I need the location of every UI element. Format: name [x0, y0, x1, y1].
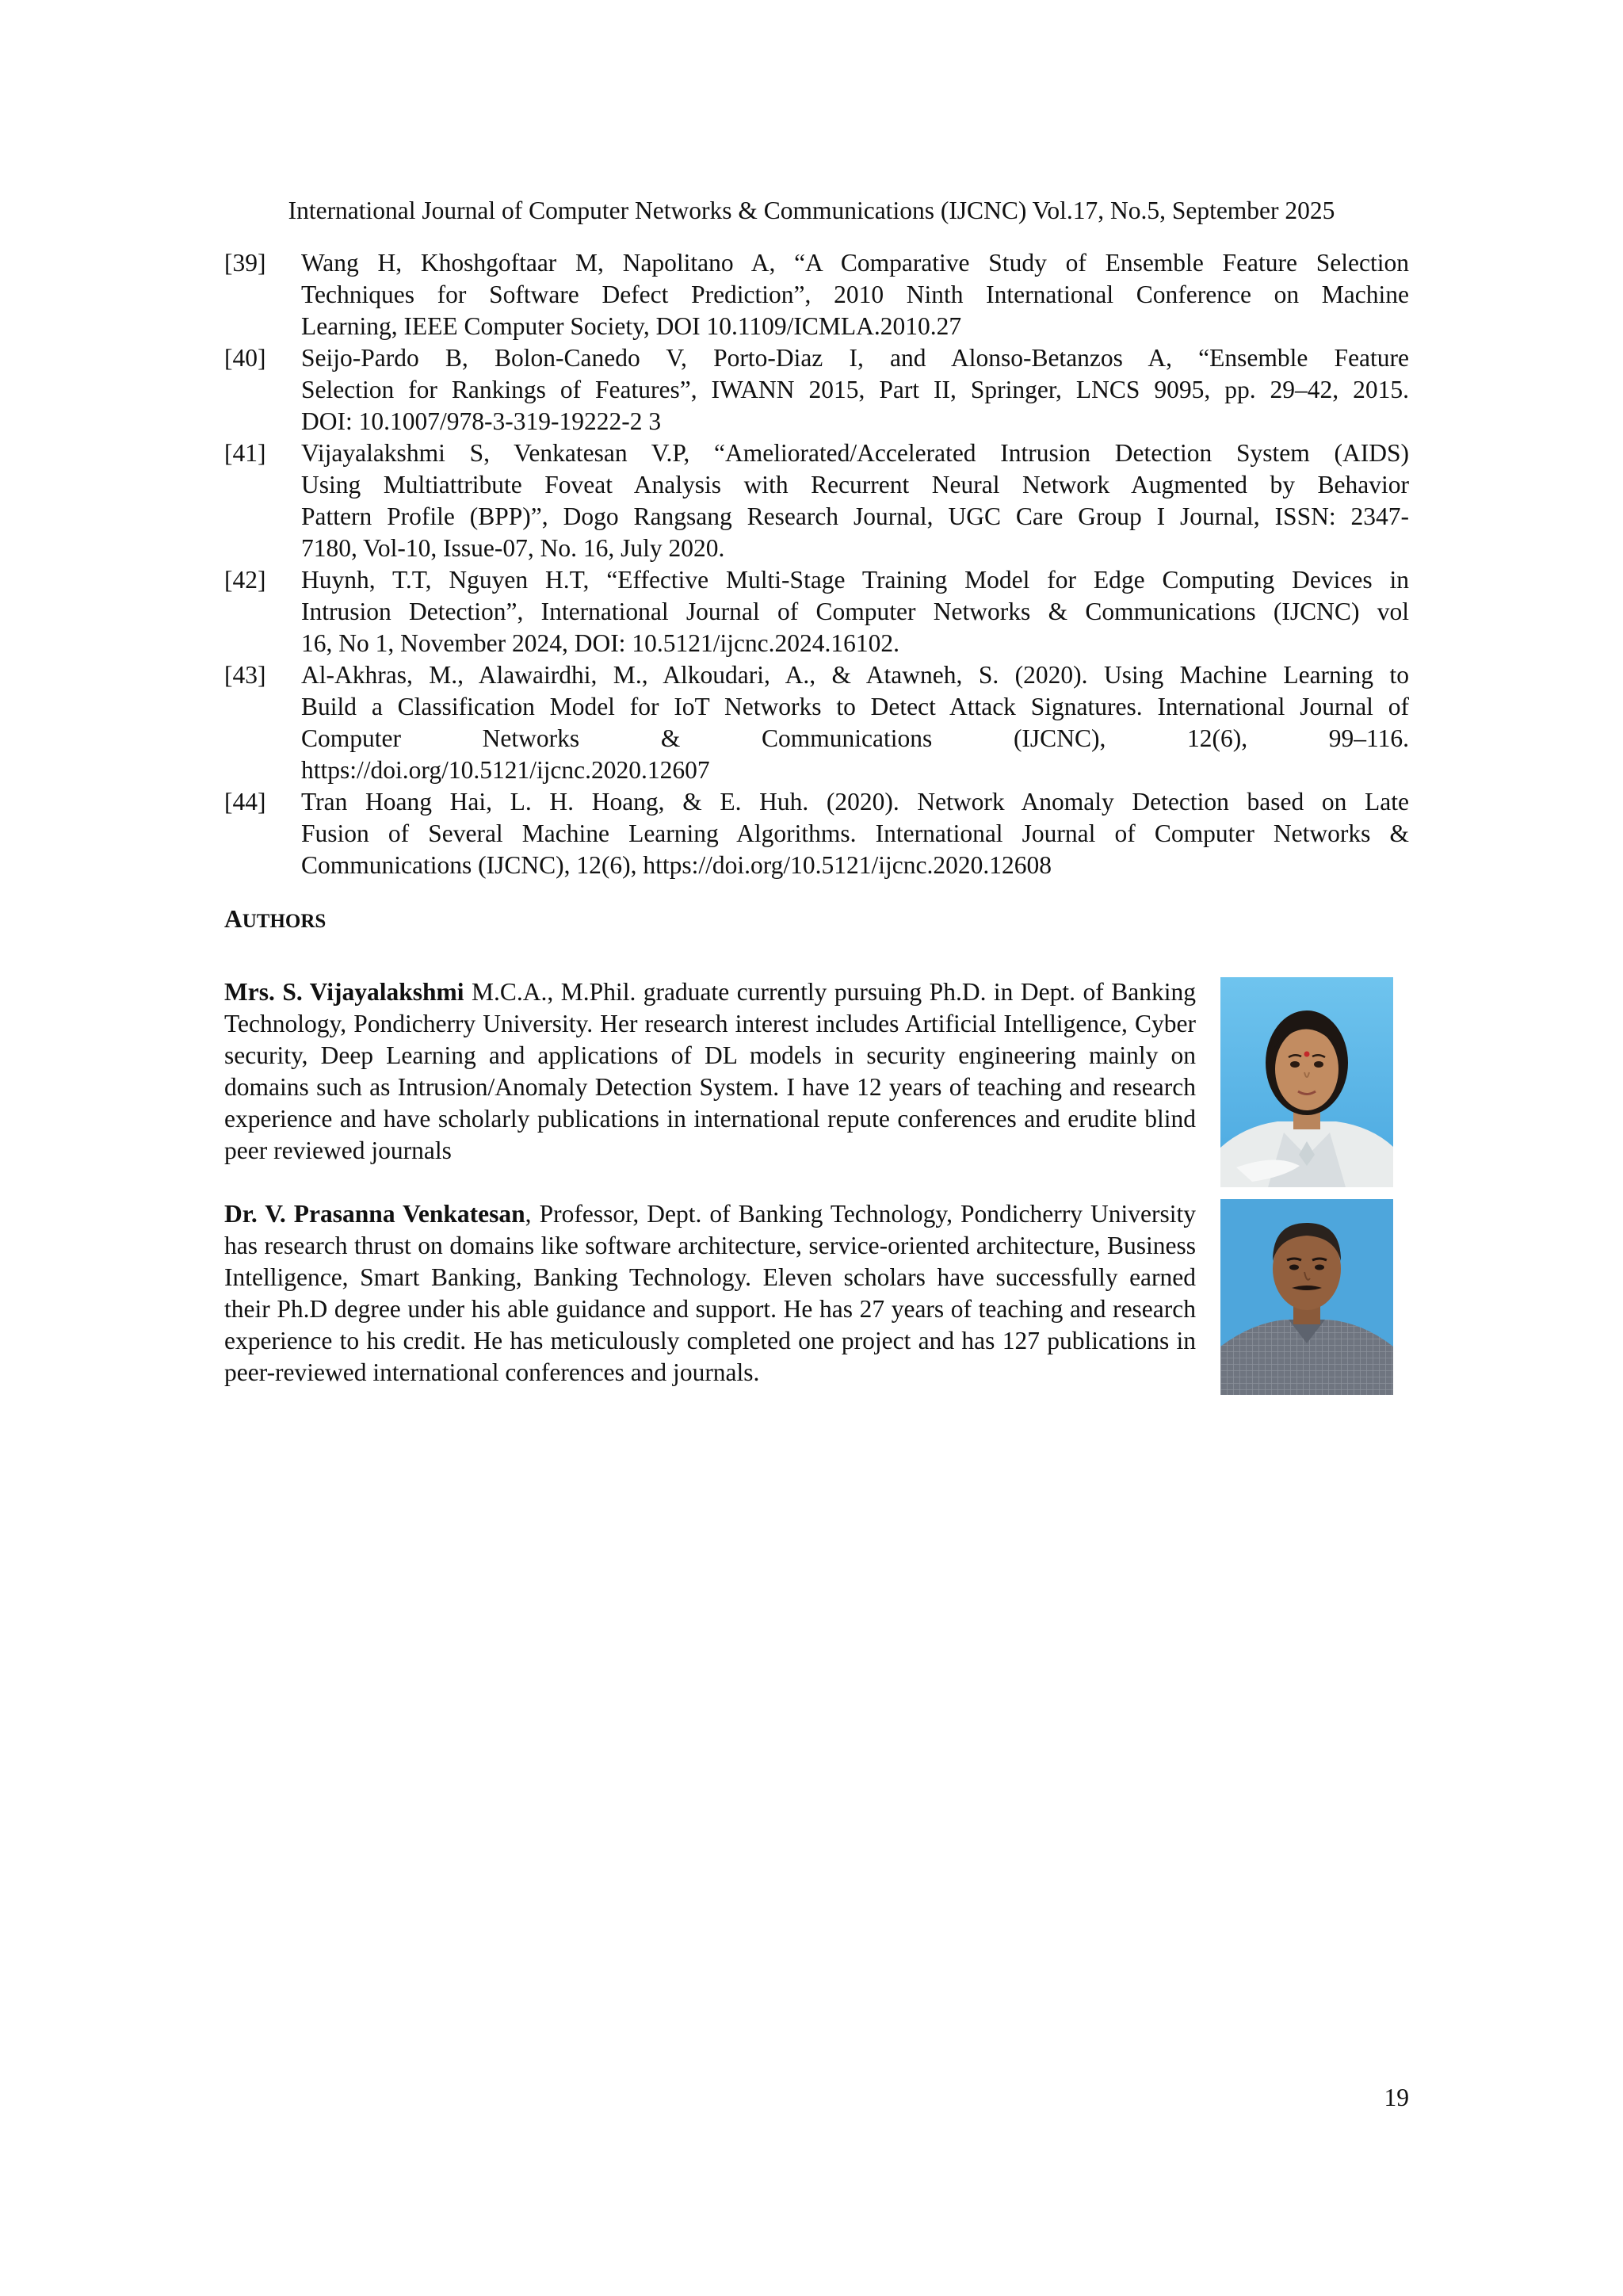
reference-line: Wang H, Khoshgoftaar M, Napolitano A, “A Comparative Study of Ensemble Feature Selection [301, 249, 1409, 277]
reference-42 [224, 564, 1409, 659]
reference-number: [40] [224, 344, 266, 372]
reference-line: 7180, Vol-10, Issue-07, No. 16, July 2020. [301, 534, 725, 562]
reference-number: [41] [224, 439, 266, 467]
reference-line: Communications (IJCNC), 12(6), https://doi.org/10.5121/ijcnc.2020.12608 [301, 851, 1052, 879]
reference-line: Huynh, T.T, Nguyen H.T, “Effective Multi-Stage Training Model for Edge Computing Devices in [301, 566, 1409, 594]
reference-line: Learning, IEEE Computer Society, DOI 10.1109/ICMLA.2010.27 [301, 312, 962, 340]
author-bio-text: M.C.A., M.Phil. graduate currently pursuing Ph.D. in Dept. of Banking Technology, Pondicherry University. Her research interest includes Artificial Intelligence, Cyber security, Deep Learning and applications of DL models in security engineering mainly on domains such as Intrusion/Anomaly Detection System. I have 12 years of teaching and research experience and have scholarly publications in international repute conferences and erudite blind peer reviewed journals [224, 978, 1197, 1164]
reference-number: [44] [224, 788, 266, 816]
reference-number: [43] [224, 661, 266, 689]
reference-line: DOI: 10.1007/978-3-319-19222-2 3 [301, 407, 662, 435]
reference-line: 16, No 1, November 2024, DOI: 10.5121/ijcnc.2024.16102. [301, 629, 900, 657]
author-bio-venkatesan [224, 1198, 1196, 1389]
running-head: International Journal of Computer Networks & Communications (IJCNC) Vol.17, No.5, September 2025 [288, 197, 1335, 224]
reference-line: Computer Networks & Communications (IJCNC), 12(6), 99–116. [301, 724, 1409, 752]
reference-line: https://doi.org/10.5121/ijcnc.2020.12607 [301, 756, 710, 784]
reference-line: Intrusion Detection”, International Journal of Computer Networks & Communications (IJCNC) vol [301, 598, 1409, 625]
author-photo-woman-image [1220, 977, 1393, 1187]
reference-line: Build a Classification Model for IoT Networks to Detect Attack Signatures. International Journal of [301, 693, 1409, 720]
author-name: Dr. V. Prasanna Venkatesan [224, 1200, 525, 1228]
reference-line: Al-Akhras, M., Alawairdhi, M., Alkoudari, A., & Atawneh, S. (2020). Using Machine Learning to [301, 661, 1409, 689]
reference-line: Vijayalakshmi S, Venkatesan V.P, “Ameliorated/Accelerated Intrusion Detection System (AIDS) [301, 439, 1409, 467]
reference-41 [224, 437, 1409, 564]
reference-line: Fusion of Several Machine Learning Algorithms. International Journal of Computer Networks & [301, 819, 1409, 847]
reference-line: Pattern Profile (BPP)”, Dogo Rangsang Research Journal, UGC Care Group I Journal, ISSN: 2347- [301, 502, 1409, 530]
reference-39 [224, 247, 1409, 342]
reference-number: [39] [224, 249, 266, 277]
reference-line: Selection for Rankings of Features”, IWANN 2015, Part II, Springer, LNCS 9095, pp. 29–42, 2015. [301, 376, 1409, 403]
reference-line: Using Multiattribute Foveat Analysis with Recurrent Neural Network Augmented by Behavior [301, 471, 1409, 499]
reference-44 [224, 786, 1409, 881]
author-name: Mrs. S. Vijayalakshmi [224, 978, 464, 1006]
authors-heading [224, 904, 326, 938]
authors-heading-initial: A [224, 905, 242, 933]
author-photo-woman [1220, 977, 1393, 1187]
author-bio-text: , Professor, Dept. of Banking Technology, Pondicherry University has research thrust on domains like software architecture, service-oriented architecture, Business Intelligence, Smart Banking, Banking Technology. Eleven scholars have successfully earned their Ph.D degree under his able guidance and support. He has 27 years of teaching and research experience to his credit. He has meticulously completed one project and has 127 publications in peer-reviewed international conferences and journals. [224, 1200, 1197, 1386]
author-bio-vijayalakshmi [224, 976, 1196, 1167]
reference-line: Techniques for Software Defect Prediction”, 2010 Ninth International Conference on Machine [301, 281, 1409, 308]
reference-list [224, 247, 1409, 881]
author-photo-man [1220, 1199, 1393, 1395]
page-number: 19 [1384, 2084, 1409, 2111]
reference-line: Tran Hoang Hai, L. H. Hoang, & E. Huh. (2020). Network Anomaly Detection based on Late [301, 788, 1409, 816]
reference-number: [42] [224, 566, 266, 594]
reference-43 [224, 659, 1409, 786]
author-photo-man-image [1220, 1199, 1393, 1395]
reference-line: Seijo-Pardo B, Bolon-Canedo V, Porto-Diaz I, and Alonso-Betanzos A, “Ensemble Feature [301, 344, 1409, 372]
authors-heading-rest: UTHORS [242, 911, 327, 932]
reference-40 [224, 342, 1409, 437]
